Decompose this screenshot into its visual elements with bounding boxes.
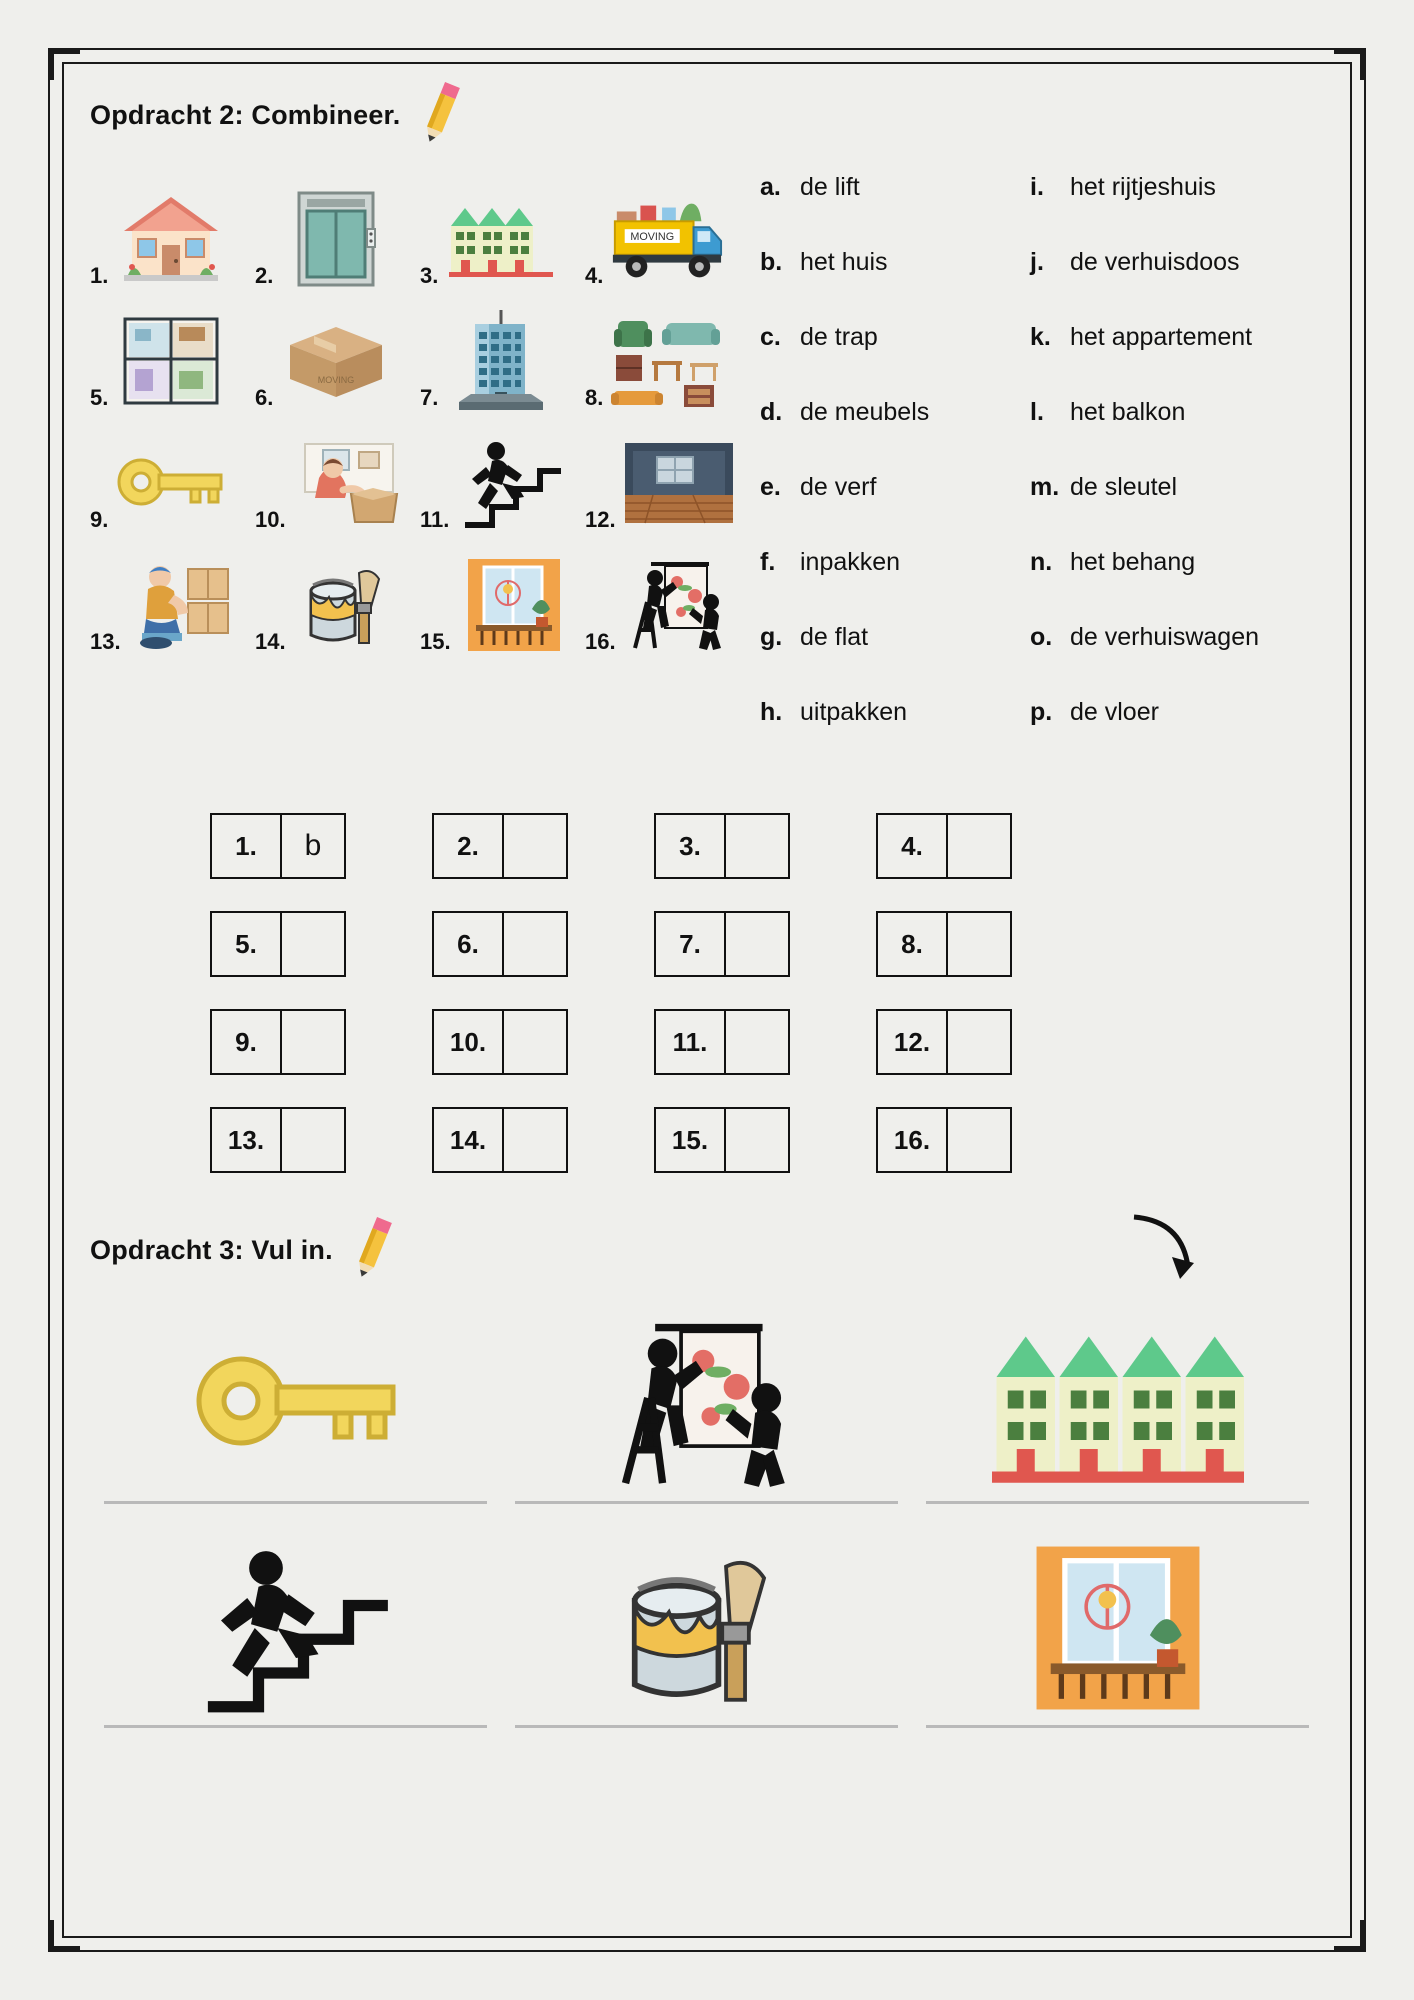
row-houses-icon	[442, 186, 560, 291]
answer-input-15[interactable]	[726, 1107, 790, 1173]
word-text: de sleutel	[1070, 473, 1178, 501]
word-letter: g.	[760, 623, 783, 651]
exercise3-item-5	[501, 1530, 912, 1754]
answer-cell-10	[432, 1009, 568, 1075]
picture-item-5	[90, 308, 255, 413]
answer-cell-4	[876, 813, 1012, 879]
word-item	[760, 173, 1030, 248]
answer-cell-8	[876, 911, 1012, 977]
answer-number: 13.	[210, 1107, 282, 1173]
furniture-icon	[607, 308, 725, 413]
answer-cell-3	[654, 813, 790, 879]
exercise2-body	[90, 173, 1324, 773]
exercise3-item-2	[501, 1306, 912, 1530]
exercise3-item-4	[90, 1530, 501, 1754]
word-item	[760, 548, 1030, 623]
answer-cell-11	[654, 1009, 790, 1075]
corner-mark-top-right	[1334, 48, 1366, 80]
answer-cell-9	[210, 1009, 346, 1075]
word-item	[760, 323, 1030, 398]
answer-input-10[interactable]	[504, 1009, 568, 1075]
word-letter: c.	[760, 323, 781, 351]
exercise3-grid	[90, 1306, 1324, 1754]
answer-cell-2	[432, 813, 568, 879]
answer-line-5[interactable]	[515, 1725, 898, 1728]
house-icon	[112, 186, 230, 291]
stairs-person-icon	[453, 430, 571, 535]
picture-row	[90, 173, 750, 291]
word-letter: i.	[1030, 173, 1044, 201]
stairs-person-icon	[90, 1530, 501, 1725]
word-text: de lift	[800, 173, 860, 201]
word-item	[1030, 323, 1259, 398]
picture-number: 6.	[255, 385, 274, 410]
picture-item-12	[585, 430, 750, 535]
word-list	[760, 173, 1324, 773]
picture-item-7	[420, 308, 585, 413]
exercise3-header	[90, 1215, 1324, 1286]
paint-can-brush-icon	[290, 552, 408, 657]
picture-number: 4.	[585, 263, 604, 288]
answer-cell-5	[210, 911, 346, 977]
word-item	[760, 248, 1030, 323]
picture-number: 9.	[90, 507, 109, 532]
answer-line-1[interactable]	[104, 1501, 487, 1504]
word-text: de vloer	[1070, 698, 1159, 726]
answer-row	[210, 813, 1324, 879]
apartment-plan-icon	[112, 308, 230, 413]
answer-input-11[interactable]	[726, 1009, 790, 1075]
exercise3-item-3	[912, 1306, 1323, 1530]
packing-man-icon	[125, 552, 243, 657]
word-letter: d.	[760, 398, 783, 426]
answer-number: 8.	[876, 911, 948, 977]
word-text: het huis	[800, 248, 888, 276]
answer-cell-14	[432, 1107, 568, 1173]
picture-grid	[90, 173, 750, 661]
word-letter: e.	[760, 473, 781, 501]
answer-input-6[interactable]	[504, 911, 568, 977]
picture-item-6	[255, 308, 420, 413]
word-text: het behang	[1070, 548, 1196, 576]
word-column-right	[1030, 173, 1259, 773]
word-item	[760, 698, 1030, 773]
word-item	[760, 623, 1030, 698]
word-letter: b.	[760, 248, 783, 276]
answer-number: 3.	[654, 813, 726, 879]
answer-row	[210, 1107, 1324, 1173]
word-item	[1030, 398, 1259, 473]
picture-number: 1.	[90, 263, 109, 288]
answer-input-16[interactable]	[948, 1107, 1012, 1173]
word-text: het balkon	[1070, 398, 1186, 426]
wallpapering-icon	[620, 552, 738, 657]
word-text: de verhuisdoos	[1070, 248, 1240, 276]
pencil-icon	[411, 80, 467, 151]
word-text: het rijtjeshuis	[1070, 173, 1216, 201]
picture-number: 15.	[420, 629, 451, 654]
answer-input-12[interactable]	[948, 1009, 1012, 1075]
picture-item-8	[585, 308, 750, 413]
picture-item-2	[255, 186, 420, 291]
answer-line-2[interactable]	[515, 1501, 898, 1504]
picture-number: 13.	[90, 629, 121, 654]
empty-room-floor-icon	[620, 430, 738, 535]
word-text: de flat	[800, 623, 869, 651]
answer-number: 2.	[432, 813, 504, 879]
picture-item-13	[90, 552, 255, 657]
word-letter: f.	[760, 548, 776, 576]
answer-input-13[interactable]	[282, 1107, 346, 1173]
answer-cell-15	[654, 1107, 790, 1173]
picture-number: 10.	[255, 507, 286, 532]
answer-number: 12.	[876, 1009, 948, 1075]
word-letter: h.	[760, 698, 783, 726]
word-letter: k.	[1030, 323, 1051, 351]
word-letter: n.	[1030, 548, 1053, 576]
answer-input-1[interactable]: b	[282, 813, 346, 879]
picture-item-16	[585, 552, 750, 657]
answer-cell-16	[876, 1107, 1012, 1173]
word-letter: m.	[1030, 473, 1060, 501]
wallpapering-icon	[501, 1306, 912, 1501]
answer-number: 5.	[210, 911, 282, 977]
answer-input-14[interactable]	[504, 1107, 568, 1173]
word-text: de trap	[800, 323, 878, 351]
answer-line-4[interactable]	[104, 1725, 487, 1728]
word-item	[1030, 548, 1259, 623]
balcony-window-icon	[455, 552, 573, 657]
curved-arrow-icon	[1124, 1209, 1214, 1290]
picture-item-1	[90, 186, 255, 291]
word-item	[1030, 173, 1259, 248]
answer-cell-7	[654, 911, 790, 977]
picture-number: 16.	[585, 629, 616, 654]
word-item	[1030, 698, 1259, 773]
paint-can-brush-icon	[501, 1530, 912, 1725]
picture-item-3	[420, 186, 585, 291]
answer-input-5[interactable]	[282, 911, 346, 977]
word-letter: j.	[1030, 248, 1044, 276]
key-icon	[112, 430, 230, 535]
corner-mark-top-left	[48, 48, 80, 80]
exercise3-item-6	[912, 1530, 1323, 1754]
exercise3-row	[90, 1530, 1324, 1754]
key-icon	[90, 1306, 501, 1501]
word-column-left	[760, 173, 1030, 773]
answer-number: 1.	[210, 813, 282, 879]
picture-number: 2.	[255, 263, 274, 288]
answer-cell-13	[210, 1107, 346, 1173]
word-letter: p.	[1030, 698, 1053, 726]
word-text: uitpakken	[800, 698, 908, 726]
answer-cell-6	[432, 911, 568, 977]
picture-row	[90, 295, 750, 413]
moving-truck-icon	[607, 186, 725, 291]
answer-input-8[interactable]	[948, 911, 1012, 977]
exercise3-item-1	[90, 1306, 501, 1530]
answer-input-3[interactable]	[726, 813, 790, 879]
picture-number: 12.	[585, 507, 616, 532]
answer-number: 10.	[432, 1009, 504, 1075]
word-letter: a.	[760, 173, 781, 201]
picture-number: 8.	[585, 385, 604, 410]
answer-line-6[interactable]	[926, 1725, 1309, 1728]
answer-input-2[interactable]	[504, 813, 568, 879]
word-item	[760, 398, 1030, 473]
picture-item-11	[420, 430, 585, 535]
word-text: de verf	[800, 473, 877, 501]
answer-number: 4.	[876, 813, 948, 879]
elevator-icon	[277, 186, 395, 291]
picture-number: 5.	[90, 385, 109, 410]
row-houses-icon	[912, 1306, 1323, 1501]
picture-number: 11.	[420, 507, 450, 532]
picture-item-14	[255, 552, 420, 657]
answer-cell-12	[876, 1009, 1012, 1075]
picture-row	[90, 417, 750, 535]
picture-item-9	[90, 430, 255, 535]
balcony-window-icon	[912, 1530, 1323, 1725]
exercise3-title: Opdracht 3: Vul in.	[90, 1235, 333, 1265]
word-text: de verhuiswagen	[1070, 623, 1260, 651]
answer-number: 7.	[654, 911, 726, 977]
answer-line-3[interactable]	[926, 1501, 1309, 1504]
exercise2-title: Opdracht 2: Combineer.	[90, 100, 401, 130]
picture-number: 7.	[420, 385, 439, 410]
answer-input-7[interactable]	[726, 911, 790, 977]
answer-number: 11.	[654, 1009, 726, 1075]
answer-number: 6.	[432, 911, 504, 977]
word-item	[1030, 248, 1259, 323]
corner-mark-bottom-right	[1334, 1920, 1366, 1952]
word-item	[1030, 623, 1259, 698]
corner-mark-bottom-left	[48, 1920, 80, 1952]
answer-row	[210, 911, 1324, 977]
pencil-icon	[343, 1215, 399, 1286]
answer-number: 14.	[432, 1107, 504, 1173]
exercise2-header	[90, 80, 1324, 151]
moving-box-icon	[277, 308, 395, 413]
answer-number: 15.	[654, 1107, 726, 1173]
answer-input-9[interactable]	[282, 1009, 346, 1075]
picture-item-10	[255, 430, 420, 535]
word-item	[760, 473, 1030, 548]
word-text: de meubels	[800, 398, 930, 426]
word-text: het appartement	[1070, 323, 1253, 351]
unpacking-woman-icon	[290, 430, 408, 535]
svg-text:MOVING: MOVING	[318, 374, 355, 385]
answer-row	[210, 1009, 1324, 1075]
word-item	[1030, 473, 1259, 548]
answer-number: 16.	[876, 1107, 948, 1173]
word-letter: l.	[1030, 398, 1044, 426]
exercise3-section	[90, 1215, 1324, 1754]
answer-number: 9.	[210, 1009, 282, 1075]
tower-block-icon	[442, 308, 560, 413]
picture-item-4	[585, 186, 750, 291]
picture-item-15	[420, 552, 585, 657]
picture-row	[90, 539, 750, 657]
word-letter: o.	[1030, 623, 1053, 651]
answer-cell-1	[210, 813, 346, 879]
exercise3-row	[90, 1306, 1324, 1530]
picture-number: 3.	[420, 263, 439, 288]
answer-input-4[interactable]	[948, 813, 1012, 879]
svg-text:MOVING: MOVING	[630, 230, 675, 243]
answer-grid	[210, 813, 1324, 1173]
picture-number: 14.	[255, 629, 286, 654]
word-text: inpakken	[800, 548, 901, 576]
